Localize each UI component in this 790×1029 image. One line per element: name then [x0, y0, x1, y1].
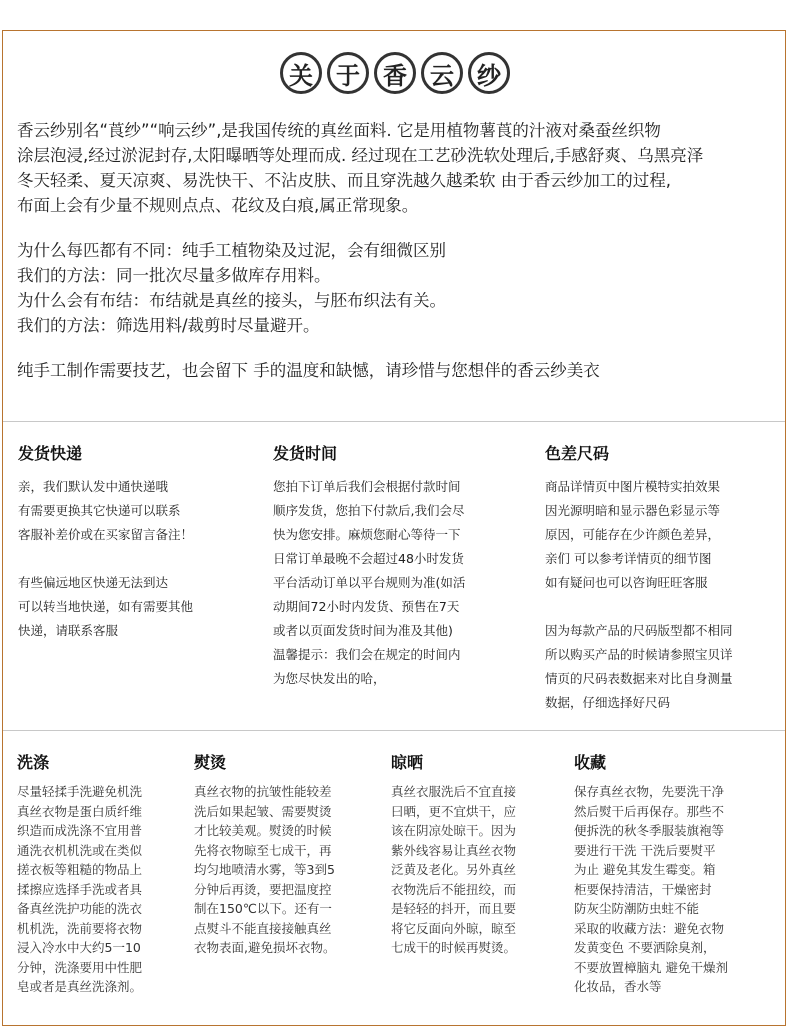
intro-line: 我们的方法：筛选用料/裁剪时尽量避开。	[17, 316, 320, 335]
ship-time-line: 日常订单最晚不会超过48小时发货	[273, 551, 464, 566]
drying-line: 将它反面向外晾，晾至	[391, 920, 517, 936]
storage-line: 为止 避免其发生霉变。箱	[574, 862, 716, 877]
ironing-line: 分钟后再烫，要把温度控	[194, 881, 332, 897]
washing-line: 皂或者是真丝洗涤剂。	[17, 979, 143, 994]
intro-line: 我们的方法：同一批次尽量多做库存用料。	[17, 266, 331, 285]
shipping-line: 可以转当地快递，如有需要其他	[18, 599, 194, 614]
storage-line: 采取的收藏方法：避免衣物	[574, 920, 725, 936]
color-size-line: 亲们 可以参考详情页的细节图	[545, 551, 712, 566]
shipping-title: 发货快递	[18, 444, 83, 463]
title-char: 香	[374, 52, 416, 94]
drying-line: 泛黄及老化。另外真丝	[391, 862, 517, 877]
intro-text	[17, 118, 777, 383]
washing-line: 真丝衣物是蛋白质纤维	[17, 803, 143, 819]
drying-section	[391, 752, 561, 958]
page-title	[0, 48, 790, 100]
ironing-line: 制在150℃以下。还有一	[194, 901, 332, 916]
washing-line: 织造而成洗涤不宜用普	[17, 823, 143, 838]
ship-time-line: 温馨提示：我们会在规定的时间内	[273, 647, 461, 662]
storage-line: 柜要保持清洁，干燥密封	[574, 881, 712, 897]
color-size-line: 因光源明暗和显示器色彩显示等	[545, 503, 721, 518]
storage-line: 便拆洗的秋冬季服装旗袍等	[574, 823, 725, 838]
storage-line: 不要放置樟脑丸 避免干燥剂	[574, 959, 728, 975]
washing-line: 分钟，洗涤要用中性肥	[17, 959, 143, 975]
intro-line: 香云纱别名“莨纱”“响云纱”,是我国传统的真丝面料. 它是用植物薯莨的汁液对桑蚕丝织物	[17, 121, 661, 140]
color-size-section	[545, 443, 785, 715]
color-size-line: 数据，仔细选择好尺码	[545, 695, 671, 710]
intro-line: 涂层泡浸,经过淤泥封存,太阳曝晒等处理而成. 经过现在工艺砂洗软处理后,手感舒爽、乌黑亮泽	[17, 146, 704, 165]
ship-time-line: 为您尽快发出的哈，	[273, 671, 386, 686]
divider	[3, 730, 785, 731]
washing-section	[17, 752, 187, 997]
intro-line: 为什么会有布结：布结就是真丝的接头，与胚布织法有关。	[17, 291, 446, 310]
washing-line: 搓衣板等粗糙的物品上	[17, 862, 143, 877]
title-char: 关	[280, 52, 322, 94]
intro-line: 纯手工制作需要技艺，也会留下 手的温度和缺憾，请珍惜与您想伴的香云纱美衣	[17, 361, 600, 380]
drying-title: 晾晒	[391, 753, 424, 772]
storage-line: 然后熨干后再保存。那些不	[574, 803, 725, 819]
shipping-line: 客服补差价或在买家留言备注！	[18, 527, 194, 542]
drying-line: 七成干的时候再熨烫。	[391, 940, 517, 955]
intro-line: 为什么每匹都有不同：纯手工植物染及过泥，会有细微区别	[17, 241, 446, 260]
ironing-line: 均匀地喷清水雾，等3到5	[194, 862, 335, 877]
drying-line: 紫外线容易让真丝衣物	[391, 842, 517, 858]
shipping-line: 有需要更换其它快递可以联系	[18, 503, 181, 518]
ship-time-title: 发货时间	[273, 444, 338, 463]
divider	[3, 421, 785, 422]
title-char: 云	[421, 52, 463, 94]
storage-line: 要进行干洗 干洗后要熨平	[574, 842, 716, 858]
drying-line: 该在阴凉处晾干。因为	[391, 823, 517, 838]
color-size-title: 色差尺码	[545, 444, 610, 463]
storage-title: 收藏	[574, 753, 607, 772]
ironing-section	[194, 752, 374, 958]
ironing-line: 才比较美观。熨烫的时候	[194, 823, 332, 838]
shipping-line: 亲，我们默认发中通快递哦	[18, 479, 169, 494]
ship-time-section	[273, 443, 523, 691]
color-size-line: 原因，可能存在少许颜色差异，	[545, 527, 721, 542]
washing-line: 备真丝洗护功能的洗衣	[17, 901, 143, 916]
color-size-line: 情页的尺码表数据来对比自身测量	[545, 671, 733, 686]
washing-line: 揉擦应选择手洗或者具	[17, 881, 143, 897]
ironing-line: 真丝衣物的抗皱性能较差	[194, 784, 332, 799]
ship-time-line: 快为您安排。麻烦您耐心等待一下	[273, 527, 461, 542]
shipping-line: 有些偏远地区快递无法到达	[18, 575, 169, 590]
intro-line: 冬天轻柔、夏天凉爽、易洗快干、不沾皮肤、而且穿洗越久越柔软 由于香云纱加工的过程,	[17, 171, 671, 190]
ship-time-line: 平台活动订单以平台规则为准(如活	[273, 575, 466, 590]
color-size-line: 商品详情页中图片模特实拍效果	[545, 479, 721, 494]
washing-line: 尽量轻揉手洗避免机洗	[17, 784, 143, 799]
drying-line: 曰晒，更不宜烘干，应	[391, 803, 517, 819]
washing-line: 机机洗，洗前要将衣物	[17, 920, 143, 936]
ship-time-line: 顺序发货，您拍下付款后,我们会尽	[273, 503, 465, 518]
ironing-title: 熨烫	[194, 753, 227, 772]
intro-line: 布面上会有少量不规则点点、花纹及白痕,属正常现象。	[17, 196, 419, 215]
drying-line: 是轻轻的抖开，而且要	[391, 901, 517, 916]
ironing-line: 点熨斗不能直接接触真丝	[194, 920, 332, 936]
storage-section	[574, 752, 779, 997]
ship-time-line: 动期间72小时内发货、预售在7天	[273, 599, 460, 614]
ironing-line: 先将衣物晾至七成干，再	[194, 842, 332, 858]
washing-title: 洗涤	[17, 753, 50, 772]
color-size-line: 如有疑问也可以咨询旺旺客服	[545, 575, 708, 590]
ironing-line: 衣物表面,避免损坏衣物。	[194, 940, 336, 955]
ship-time-line: 您拍下订单后我们会根据付款时间	[273, 479, 461, 494]
title-char: 于	[327, 52, 369, 94]
color-size-line: 所以购买产品的时候请参照宝贝详	[545, 647, 733, 662]
washing-line: 通洗衣机机洗或在类似	[17, 842, 143, 858]
storage-line: 发黄变色 不要洒除臭剂，	[574, 940, 716, 955]
title-char: 纱	[468, 52, 510, 94]
washing-line: 浸入冷水中大约5一10	[17, 940, 141, 955]
color-size-line: 因为每款产品的尺码版型都不相同	[545, 623, 733, 638]
storage-line: 防灰尘防潮防虫蛀不能	[574, 901, 700, 916]
shipping-line: 快递，请联系客服	[18, 623, 119, 638]
ship-time-line: 或者以页面发货时间为准及其他)	[273, 623, 453, 638]
storage-line: 化妆品，香水等	[574, 979, 662, 994]
shipping-section	[18, 443, 258, 643]
storage-line: 保存真丝衣物，先要洗干净	[574, 784, 725, 799]
ironing-line: 洗后如果起皱、需要熨烫	[194, 803, 332, 819]
drying-line: 真丝衣服洗后不宜直接	[391, 784, 517, 799]
drying-line: 衣物洗后不能扭绞，而	[391, 881, 517, 897]
